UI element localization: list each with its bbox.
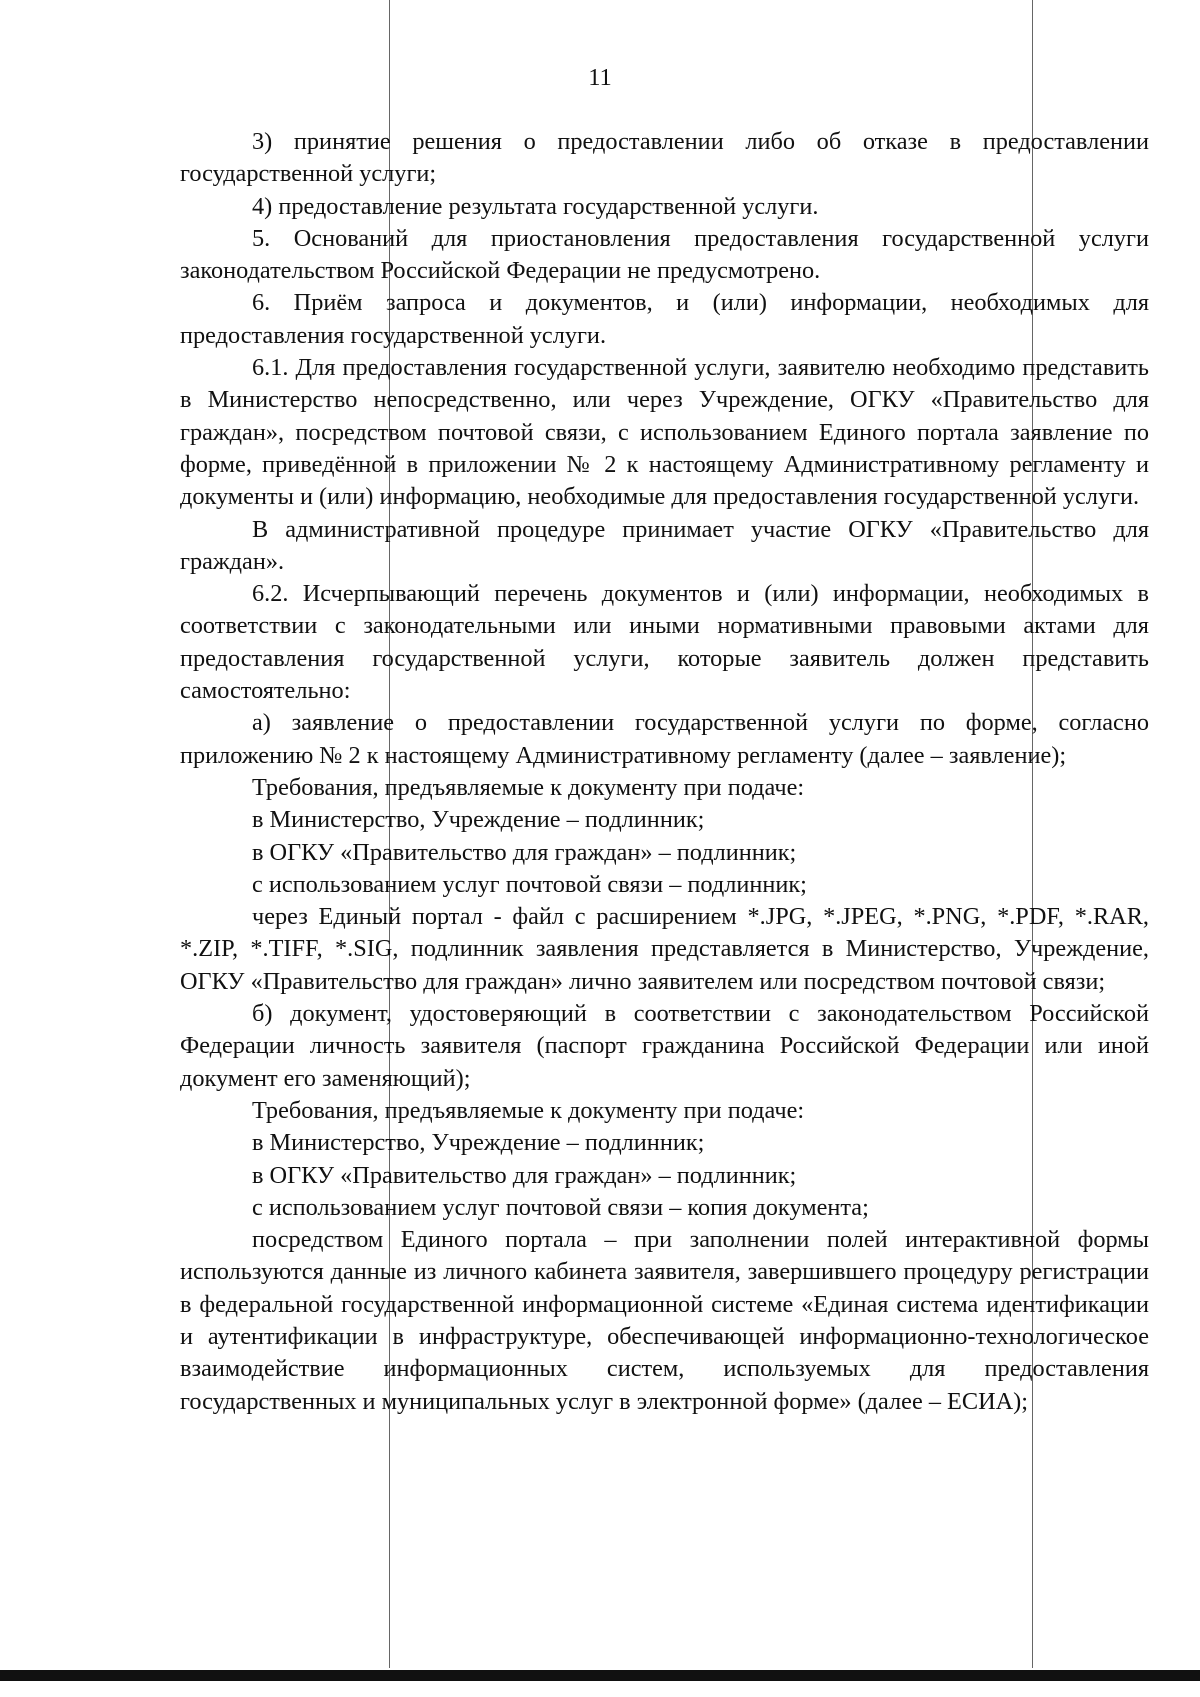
paragraph: через Единый портал - файл с расширением *.JPG, *.JPEG, *.PNG, *.PDF, *.RAR, *.ZIP, *.TIFF, *.SIG, подлинник заявления представляется в Министерство, Учреждение, ОГКУ «Правительство для граждан» лично заявителем или посредством почтовой связи;: [180, 903, 1149, 995]
document-body: [180, 126, 1149, 1418]
paragraph: б) документ, удостоверяющий в соответствии с законодательством Российской Федерации личность заявителя (паспорт гражданина Российской Федерации или иной документ его заменяющий);: [180, 1000, 1149, 1092]
paragraph: с использованием услуг почтовой связи – копия документа;: [252, 1193, 869, 1221]
paragraph: 4) предоставление результата государственной услуги.: [252, 192, 819, 220]
paragraph: В административной процедуре принимает участие ОГКУ «Правительство для граждан».: [180, 515, 1149, 575]
paragraph: с использованием услуг почтовой связи – подлинник;: [252, 870, 807, 898]
paragraph: в Министерство, Учреждение – подлинник;: [252, 806, 705, 834]
paragraph: в Министерство, Учреждение – подлинник;: [252, 1129, 705, 1157]
paragraph: 6.1. Для предоставления государственной услуги, заявителю необходимо представить в Министерство непосредственно, или через Учреждение, ОГКУ «Правительство для граждан», посредством почтовой связи, с использованием Единого портала заявление по форме, приведённой в приложении № 2 к настоящему Административному регламенту и документы и (или) информацию, необходимые для предоставления государственной услуги.: [180, 354, 1149, 511]
paragraph: Требования, предъявляемые к документу при подаче:: [252, 773, 805, 801]
paragraph: 6.2. Исчерпывающий перечень документов и (или) информации, необходимых в соответствии с законодательными или иными нормативными правовыми актами для предоставления государственной услуги, которые заявитель должен представить самостоятельно:: [180, 580, 1149, 705]
page-number: 11: [588, 64, 612, 91]
paragraph: посредством Единого портала – при заполнении полей интерактивной формы используются данные из личного кабинета заявителя, завершившего процедуру регистрации в федеральной государственной информационной системе «Единая система идентификации и аутентификации в инфраструктуре, обеспечивающей информационно-технологическое взаимодействие информационных систем, используемых для предоставления государственных и муниципальных услуг в электронной форме» (далее – ЕСИА);: [180, 1226, 1149, 1415]
paragraph: Требования, предъявляемые к документу при подаче:: [252, 1096, 805, 1124]
paragraph: в ОГКУ «Правительство для граждан» – подлинник;: [252, 838, 797, 866]
paragraph: 6. Приём запроса и документов, и (или) информации, необходимых для предоставления государственной услуги.: [180, 289, 1149, 349]
paragraph: в ОГКУ «Правительство для граждан» – подлинник;: [252, 1161, 797, 1189]
paragraph: а) заявление о предоставлении государственной услуги по форме, согласно приложению № 2 к настоящему Административному регламенту (далее – заявление);: [180, 709, 1149, 769]
paragraph: 5. Оснований для приостановления предоставления государственной услуги законодательством Российской Федерации не предусмотрено.: [180, 224, 1149, 285]
scan-bottom-edge: [0, 1670, 1200, 1681]
paragraph: 3) принятие решения о предоставлении либо об отказе в предоставлении государственной услуги;: [180, 128, 1149, 188]
